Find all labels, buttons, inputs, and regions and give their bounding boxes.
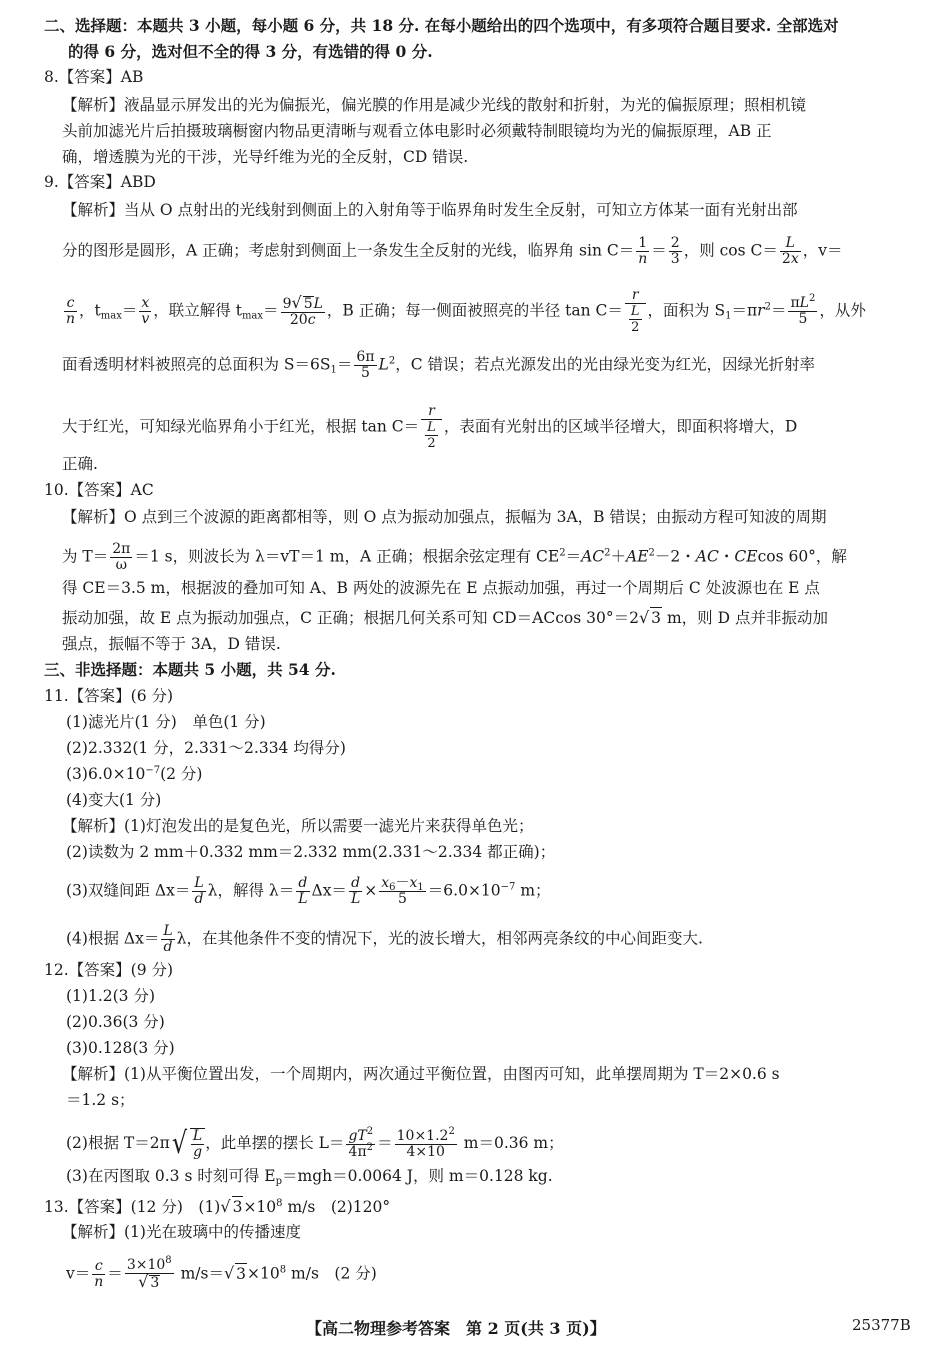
page-footer: 【高二物理参考答案 第 2 页(共 3 页)】: [306, 1319, 606, 1338]
q9-explanation-line6: 正确.: [62, 455, 98, 473]
q9-explanation-line1: 【解析】当从 O 点射出的光线射到侧面上的入射角等于临界角时发生全反射，可知立方体某一面有光射出部: [62, 201, 798, 219]
section2-heading-line1: 二、选择题：本题共 3 小题，每小题 6 分，共 18 分. 在每小题给出的四个选项中，有多项符合题目要求. 全部选对: [44, 16, 839, 35]
q11-answer-2: (2)2.332(1 分，2.331～2.334 均得分): [66, 739, 346, 757]
q11-explanation-1: 【解析】(1)灯泡发出的是复色光，所以需要一滤光片来获得单色光；: [62, 817, 534, 835]
q13-answer: 13.【答案】(12 分) (1)√ $3\times 10^8$ m/s (2)120°: [44, 1197, 391, 1216]
q8-explanation-line3: 确，增透膜为光的干涉，光导纤维为光的全反射，CD 错误.: [62, 148, 469, 166]
q12-explanation-3: (3)在丙图取 0.3 s 时刻可得 $E_p=mgh=0.0064$ J，则 m＝0.128 kg.: [66, 1167, 553, 1187]
q12-explanation-1b: ＝1.2 s；: [66, 1091, 135, 1109]
q11-explanation-2: (2)读数为 2 mm＋0.332 mm＝2.332 mm(2.331～2.334 都正确)；: [66, 843, 556, 861]
q11-answer-4: (4)变大(1 分): [66, 791, 162, 809]
q12-explanation-1: 【解析】(1)从平衡位置出发，一个周期内，两次通过平衡位置，由图丙可知，此单摆周期为 T＝2×0.6 s: [62, 1065, 780, 1083]
q12-answer-3: (3)0.128(3 分): [66, 1039, 175, 1057]
q11-answer-1: (1)滤光片(1 分) 单色(1 分): [66, 713, 266, 731]
q8-explanation-line2: 头前加滤光片后拍摄玻璃橱窗内物品更清晰与观看立体电影时必须戴特制眼镜均为光的偏振原理，AB 正: [62, 122, 772, 140]
q11-answer: 11.【答案】(6 分): [44, 687, 174, 705]
q10-explanation-line5: 强点，振幅不等于 3A，D 错误.: [62, 635, 281, 653]
q11-explanation-4: (4)根据 Δx＝ $\frac{L}{d}$ λ，在其他条件不变的情况下，光的波长增大，相邻两亮条纹的中心间距变大.: [66, 923, 703, 955]
q9-answer: 9.【答案】ABD: [44, 173, 156, 191]
q10-answer: 10.【答案】AC: [44, 481, 154, 499]
q8-answer: 8.【答案】AB: [44, 68, 144, 86]
q12-answer: 12.【答案】(9 分): [44, 961, 174, 979]
q11-explanation-3: (3)双缝间距 Δx＝ $\frac{L}{d}$ λ，解得 λ＝ $\frac{d}{L}$ Δx＝ $\frac{d}{L}$ × $\frac{x_6-x_1}{5}$ $=6.0\times 10^{-7}$ m；: [66, 875, 551, 907]
q12-answer-1: (1)1.2(3 分): [66, 987, 155, 1005]
q9-explanation-line3: $\frac{c}{n}$ ，$t_{max}=$ $\frac{x}{v}$ ，联立解得 $t_{max}=$ $\frac{9√ 5L}{20c}$ ，B 正确；每一侧面被照亮的半径 tan C＝ $\frac{r}{\frac{L}{2}}$ ，面积为 $S_1=\pi r^2=$ $\frac{\pi L^2}{5}$ ，从外: [66, 287, 866, 335]
q8-explanation-line1: 【解析】液晶显示屏发出的光为偏振光，偏光膜的作用是减少光线的散射和折射，为光的偏振原理；照相机镜: [62, 96, 807, 114]
q10-explanation-line2: 为 T＝ $\frac{2\pi}{\omega}$ ＝1 s，则波长为 λ＝vT＝1 m，A 正确；根据余弦定理有 $CE^2=AC^2+AE^2-2$・AC・CEcos 60°，解: [62, 541, 847, 573]
section2-heading-line2: 的得 6 分，选对但不全的得 3 分，有选错的得 0 分.: [68, 42, 433, 61]
q13-explanation-1: 【解析】(1)光在玻璃中的传播速度: [62, 1223, 301, 1241]
q10-explanation-line1: 【解析】O 点到三个波源的距离都相等，则 O 点为振动加强点，振幅为 3A，B 错误；由振动方程可知波的周期: [62, 508, 827, 526]
q11-answer-3: $(3)6.0\times 10^{-7}(2$ 分): [66, 765, 203, 783]
section3-heading: 三、非选择题：本题共 5 小题，共 54 分.: [44, 660, 336, 679]
q9-explanation-line4: 面看透明材料被照亮的总面积为 $S=6S_1=$ $\frac{6\pi}{5}$ $L^2$，C 错误；若点光源发出的光由绿光变为红光，因绿光折射率: [62, 349, 815, 381]
q10-explanation-line4: 振动加强，故 E 点为振动加强点，C 正确；根据几何关系可知 CD＝ACcos 30°＝2√ 3 m，则 D 点并非振动加: [62, 608, 828, 627]
q12-explanation-2: (2)根据 T＝2π√ $\frac{L}{g}$ ，此单摆的摆长 L＝ $\frac{gT^2}{4\pi^2}$ ＝ $\frac{10\times 1.2^2}{4\times 10}$ m＝0.36 m；: [66, 1125, 564, 1161]
q9-explanation-line5: 大于红光，可知绿光临界角小于红光，根据 tan C＝ $\frac{r}{\frac{L}{2}}$ ，表面有光射出的区域半径增大，即面积将增大，D: [62, 403, 798, 451]
q12-answer-2: (2)0.36(3 分): [66, 1013, 165, 1031]
q9-explanation-line2: 分的图形是圆形，A 正确；考虑射到侧面上一条发生全反射的光线，临界角 sin C＝ $\frac{1}{n}$ ＝ $\frac{2}{3}$ ，则 cos C＝ $\frac{L}{2x}$ ，v＝: [62, 235, 843, 267]
q13-velocity-formula: v＝ $\frac{c}{n}$ ＝ $\frac{3\times 10^8}{√ 3}$ m/s＝√ $3\times 10^8$ m/s (2 分): [66, 1255, 377, 1291]
q10-explanation-line3: 得 CE＝3.5 m，根据波的叠加可知 A、B 两处的波源先在 E 点振动加强，再过一个周期后 C 处波源也在 E 点: [62, 579, 820, 597]
document-code: 25377B: [852, 1316, 911, 1334]
